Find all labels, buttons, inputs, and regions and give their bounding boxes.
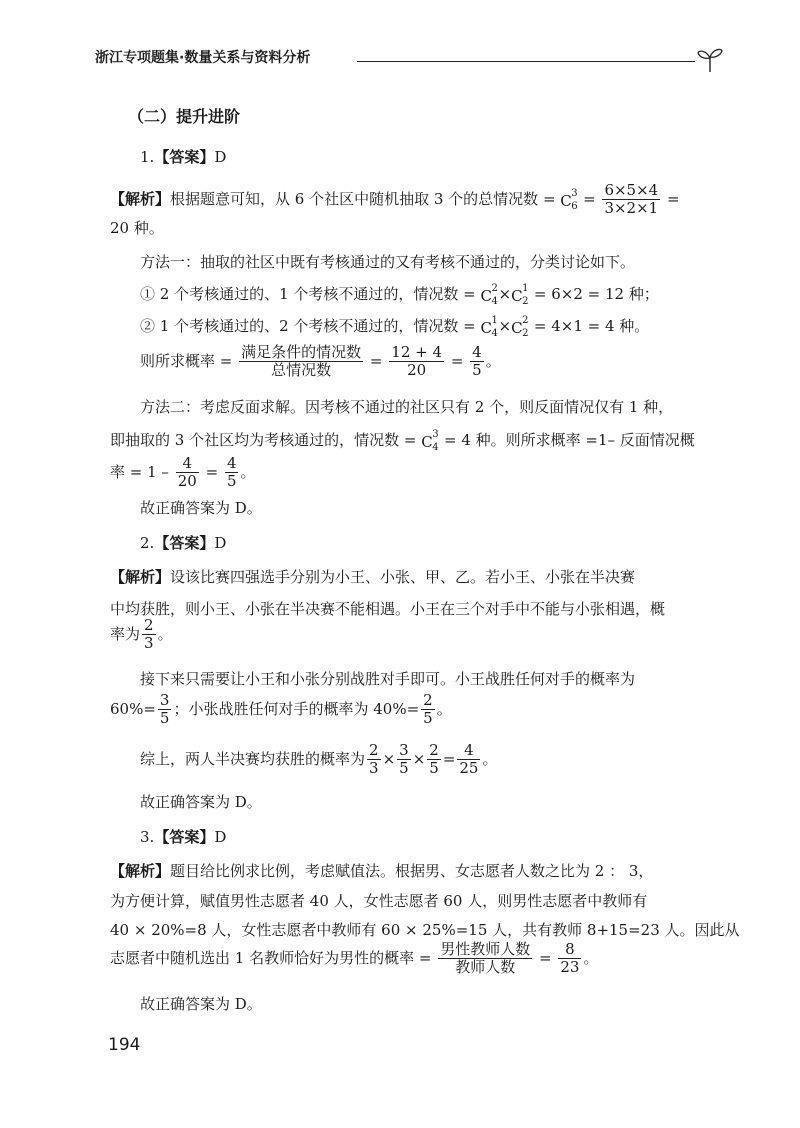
combination-c63: C 3 6 xyxy=(560,187,578,212)
q3-conclusion: 故正确答案为 D。 xyxy=(140,995,262,1013)
equals: = xyxy=(667,189,680,208)
q1-analysis-line1 xyxy=(110,182,680,218)
q1-number: 1. xyxy=(140,148,155,166)
sprout-icon xyxy=(695,44,725,74)
q1-conclusion: 故正确答案为 D。 xyxy=(140,499,262,517)
fraction: $\frac{12 + 4}{20}$ xyxy=(391,343,443,380)
q2-analysis-line6: 综上，两人半决赛均获胜的概率为 $\frac{2}{3}$ × $\frac{3}{5}$ × $\frac{2}{5}$ = $\frac{4}{25}$ 。 xyxy=(140,741,498,778)
header-rule xyxy=(357,61,695,62)
q3-analysis-line3: 40 × 20%=8 人，女性志愿者中教师有 60 × 25%=15 人，共有教师 8+15=23 人。因此从 xyxy=(110,921,740,939)
page-number: 194 xyxy=(108,1035,141,1055)
combination-c21: C 1 2 xyxy=(511,283,529,307)
q2-answer: D xyxy=(214,534,227,552)
q1-probability: 则所求概率 = $\frac{\text{满足条件的情况数}}{\text{总情况数}}$ = $\frac{12 + 4}{20}$ = $\frac{4}{5}$ 。 xyxy=(140,343,501,380)
q3-answer-line xyxy=(140,826,226,848)
combination-c43: C 3 4 xyxy=(421,429,439,453)
combination-c41: C 1 4 xyxy=(480,315,498,339)
combination-c42: C 2 4 xyxy=(480,283,498,307)
q1-text: 20 种。 xyxy=(110,219,164,237)
q3-analysis-label: 【解析】 xyxy=(110,862,171,880)
fraction: $\frac{2}{5}$ xyxy=(429,741,439,778)
q1-case2: ② 1 个考核通过的、2 个考核不通过的，情况数 = C 1 4 × C 2 2 = 4×1 = 4 种。 xyxy=(140,315,650,339)
q3-analysis-line1: 【解析】题目给比例求比例，考虑赋值法。根据男、女志愿者人数之比为 2 ： 3， xyxy=(110,862,654,880)
fraction: $\frac{3}{5}$ xyxy=(399,741,409,778)
q1-answer: D xyxy=(214,148,227,166)
combination-c22: C 2 2 xyxy=(511,315,529,339)
q2-analysis-line2: 中均获胜，则小王、小张在半决赛不能相遇。小王在三个对手中不能与小张相遇，概 xyxy=(110,600,666,618)
q2-conclusion: 故正确答案为 D。 xyxy=(140,793,262,811)
q2-analysis-line4: 接下来只需要让小王和小张分别战胜对手即可。小王战胜任何对手的概率为 xyxy=(140,670,636,688)
fraction: $\frac{6\times 5\times 4}{3\times 2\times 1}$ xyxy=(604,181,659,218)
q1-method2-line2: 即抽取的 3 个社区均为考核通过的，情况数 = C 3 4 = 4 种。则所求概率 =1– 反面情况概 xyxy=(110,429,695,453)
q3-answer: D xyxy=(214,828,227,846)
q2-analysis-line1: 【解析】设该比赛四强选手分别为小王、小张、甲、乙。若小王、小张在半决赛 xyxy=(110,568,636,586)
header-title: 浙江专项题集·数量关系与资料分析 xyxy=(95,50,311,66)
fraction: $\frac{4}{20}$ xyxy=(177,454,197,491)
running-header xyxy=(95,44,725,74)
q1-answer-line xyxy=(140,146,226,168)
q3-analysis-line4: 志愿者中随机选出 1 名教师恰好为男性的概率 = $\frac{\text{男性教师人数}}{\text{教师人数}}$ = $\frac{8}{23}$ 。 xyxy=(110,940,599,977)
q1-answer-label: 【答案】 xyxy=(154,148,215,166)
q2-analysis-label: 【解析】 xyxy=(110,568,171,586)
fraction: $\frac{2}{3}$ xyxy=(144,616,154,653)
q3-number: 3. xyxy=(140,828,155,846)
q1-text: 根据题意可知，从 6 个社区中随机抽取 3 个的总情况数 = xyxy=(170,189,556,208)
equals: = xyxy=(583,189,596,208)
q2-answer-label: 【答案】 xyxy=(154,534,215,552)
section-title: （二）提升进阶 xyxy=(128,107,241,126)
q2-answer-line xyxy=(140,532,226,554)
q3-answer-label: 【答案】 xyxy=(154,828,215,846)
fraction: $\frac{2}{5}$ xyxy=(423,691,433,728)
q2-analysis-line5: 60%= $\frac{3}{5}$ ；小张战胜任何对手的概率为 40%= $\frac{2}{5}$ 。 xyxy=(110,691,452,728)
fraction: $\frac{2}{3}$ xyxy=(369,741,379,778)
fraction: $\frac{\text{满足条件的情况数}}{\text{总情况数}}$ xyxy=(241,343,362,380)
q1-case1: ① 2 个考核通过的、1 个考核不通过的，情况数 = C 2 4 × C 1 2 = 6×2 = 12 种； xyxy=(140,283,659,307)
q1-analysis-label: 【解析】 xyxy=(110,189,171,208)
fraction: $\frac{4}{25}$ xyxy=(459,741,479,778)
q2-number: 2. xyxy=(140,534,155,552)
fraction: $\frac{4}{5}$ xyxy=(226,454,237,491)
fraction: $\frac{4}{5}$ xyxy=(472,343,482,380)
q1-method1: 方法一：抽取的社区中既有考核通过的又有考核不通过的，分类讨论如下。 xyxy=(140,253,636,271)
fraction: $\frac{8}{23}$ xyxy=(560,940,580,977)
fraction: $\frac{\text{男性教师人数}}{\text{教师人数}}$ xyxy=(440,940,531,977)
q1-method2: 方法二：考虑反面求解。因考核不通过的社区只有 2 个，则反面情况仅有 1 种， xyxy=(140,398,674,416)
q3-analysis-line2: 为方便计算，赋值男性志愿者 40 人，女性志愿者 60 人，则男性志愿者中教师有 xyxy=(110,892,648,910)
fraction: $\frac{3}{5}$ xyxy=(159,691,170,728)
q1-method2-line3: 率 = 1 – $\frac{4}{20}$ = $\frac{4}{5}$ 。 xyxy=(110,454,256,491)
q2-analysis-line3: 率为 $\frac{2}{3}$ 。 xyxy=(110,616,173,653)
